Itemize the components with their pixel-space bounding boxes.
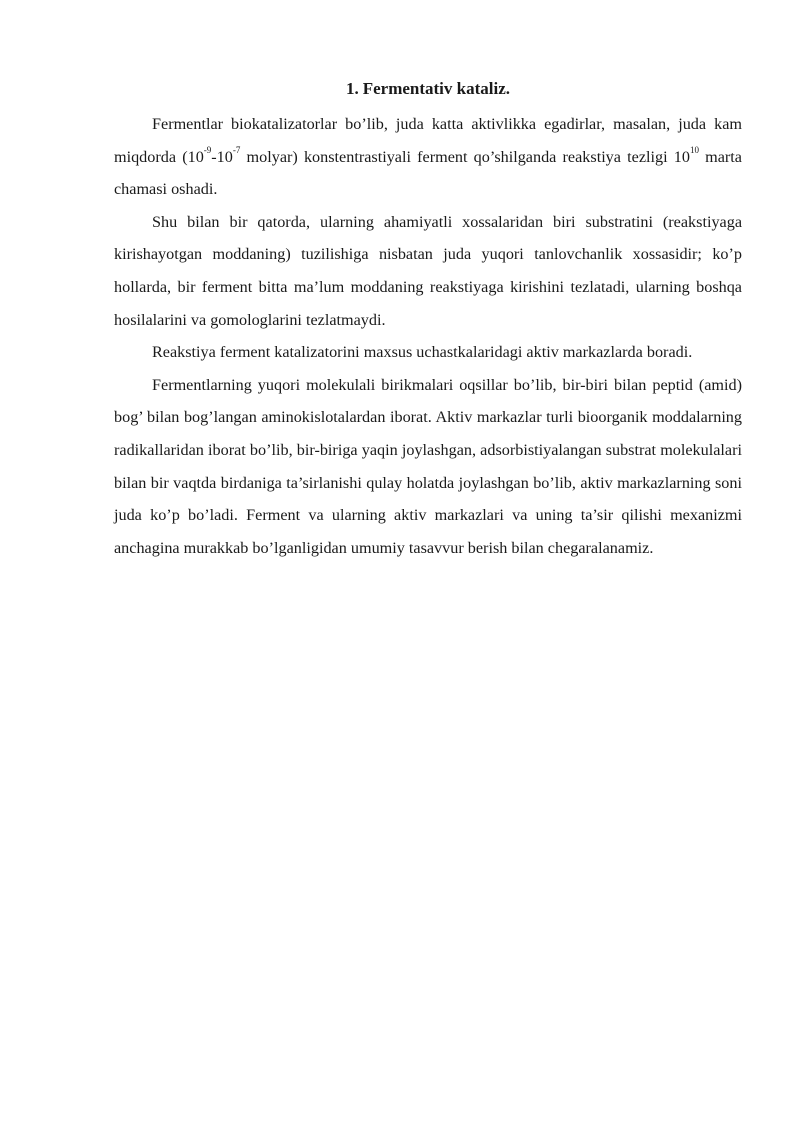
- paragraph-1-text-d: marta chamasi oshadi.: [114, 147, 742, 199]
- section-heading: [114, 76, 742, 102]
- paragraph-3: Reakstiya ferment katalizatorini maxsus uchastkalaridagi aktiv markazlarda boradi.: [152, 343, 693, 362]
- paragraph-1-text-a: Fermentlar biokatalizatorlar bo’lib, juda katta aktivlikka egadirlar, masalan, juda kam miqdorda (10: [114, 115, 742, 166]
- section-number: 1.: [345, 79, 359, 98]
- exponent-2: -7: [232, 145, 241, 156]
- paragraph-4: Fermentlarning yuqori molekulali birikmalari oqsillar bo’lib, bir-biri bilan peptid (amid) bog’ bilan bog’langan aminokislotalardan iborat. Aktiv markazlar turli bioorganik moddalarning radikallaridan iborat bo’lib, bir-biriga yaqin joylashgan, adsorbistiyalangan substrat molekulalari bilan bir vaqtda birdaniga ta’sirlanishi qulay holatda joylashgan bo’lib, aktiv markazlarning soni juda ko’p bo’ladi. Ferment va ularning aktiv markazlari va uning ta’sir qilishi mexanizmi anchagina murakkab bo’lganligidan umumiy tasavvur berish bilan chegaralanamiz.: [114, 375, 742, 557]
- section-title: Fermentativ kataliz.: [362, 79, 511, 98]
- document-page: [114, 76, 742, 564]
- paragraph-1: [114, 108, 742, 206]
- paragraph-2: Shu bilan bir qatorda, ularning ahamiyatli xossalaridan biri substratini (reakstiyaga kirishayotgan moddaning) tuzilishiga nisbatan juda yuqori tanlovchanlik xossasidir; ko’p hollarda, bir ferment bitta ma’lum moddaning reakstiyaga kirishini tezlatadi, ularning boshqa hosilalarini va gomologlarini tezlatmaydi.: [114, 212, 742, 329]
- exponent-3: 10: [689, 145, 699, 156]
- paragraph-1-text-b: -10: [211, 147, 233, 166]
- paragraph-1-text-c: molyar) konstentrastiyali ferment qo’shilganda reakstiya tezligi 10: [240, 147, 690, 166]
- exponent-1: -9: [203, 145, 212, 156]
